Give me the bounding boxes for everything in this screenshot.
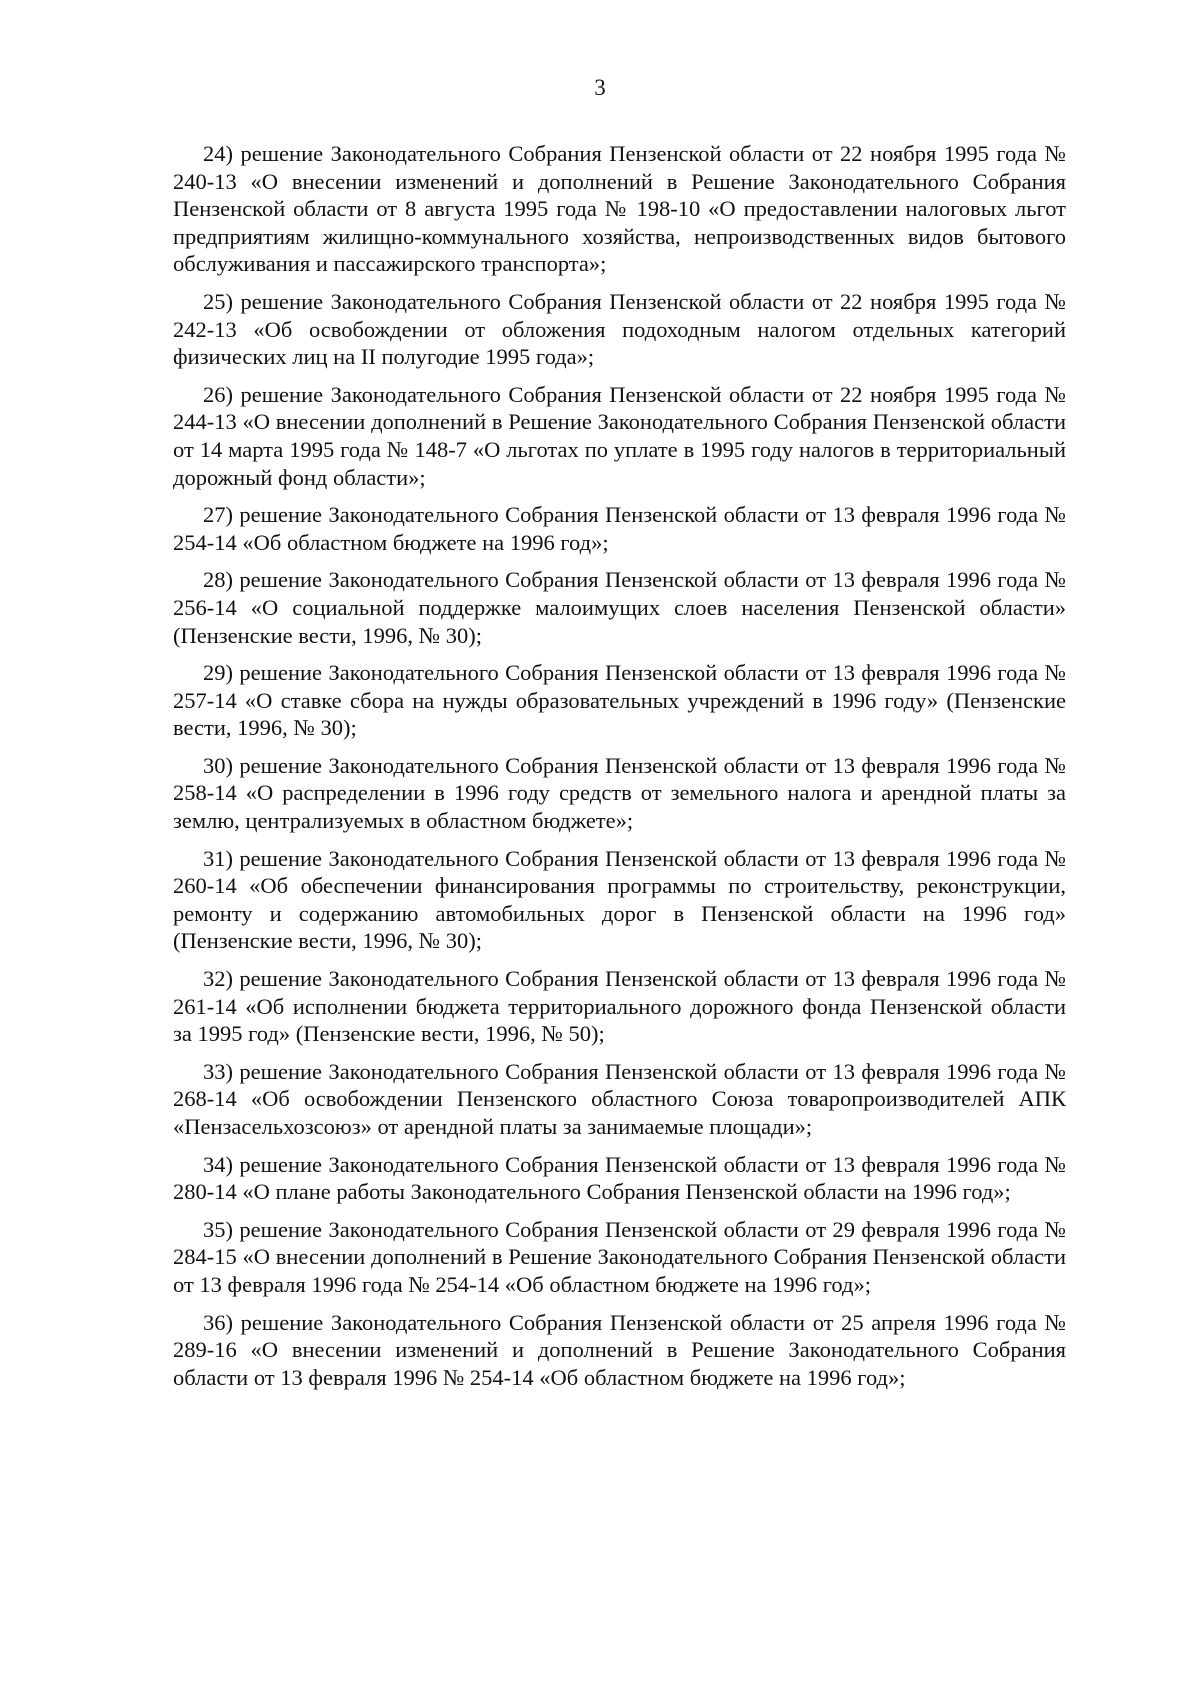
list-item-33: 33) решение Законодательного Собрания Пензенской области от 13 февраля 1996 года № 268-14 «Об освобождении Пензенского областного Союза товаропроизводителей АПК «Пензасельхозсоюз» от арендной платы за занимаемые площади»; <box>173 1058 1066 1139</box>
list-item-27: 27) решение Законодательного Собрания Пензенской области от 13 февраля 1996 года № 254-14 «Об областном бюджете на 1996 год»; <box>173 502 1066 555</box>
document-body <box>173 140 1066 1401</box>
list-item-30: 30) решение Законодательного Собрания Пензенской области от 13 февраля 1996 года № 258-14 «О распределении в 1996 году средств от земельного налога и арендной платы за землю, централизуемых в областном бюджете»; <box>173 752 1066 834</box>
list-item-31: 31) решение Законодательного Собрания Пензенской области от 13 февраля 1996 года № 260-14 «Об обеспечении финансирования программы по строительству, реконструкции, ремонту и содержанию автомобильных дорог в Пензенской области на 1996 год» (Пензенские вести, 1996, № 30); <box>173 845 1066 954</box>
list-item-35: 35) решение Законодательного Собрания Пензенской области от 29 февраля 1996 года № 284-15 «О внесении дополнений в Решение Законодательного Собрания Пензенской области от 13 февраля 1996 года № 254-14 «Об областном бюджете на 1996 год»; <box>173 1216 1066 1297</box>
list-item-24: 24) решение Законодательного Собрания Пензенской области от 22 ноября 1995 года № 240-13 «О внесении изменений и дополнений в Решение Законодательного Собрания Пензенской области от 8 августа 1995 года № 198-10 «О предоставлении налоговых льгот предприятиям жилищно-коммунального хозяйства, непроизводственных видов бытового обслуживания и пассажирского транспорта»; <box>173 141 1066 277</box>
list-item-29: 29) решение Законодательного Собрания Пензенской области от 13 февраля 1996 года № 257-14 «О ставке сбора на нужды образовательных учреждений в 1996 году» (Пензенские вести, 1996, № 30); <box>173 660 1066 741</box>
list-item-25: 25) решение Законодательного Собрания Пензенской области от 22 ноября 1995 года № 242-13 «Об освобождении от обложения подоходным налогом отдельных категорий физических лиц на II полугодие 1995 года»; <box>173 288 1066 370</box>
list-item-32: 32) решение Законодательного Собрания Пензенской области от 13 февраля 1996 года № 261-14 «Об исполнении бюджета территориального дорожного фонда Пензенской области за 1995 год» (Пензенские вести, 1996, № 50); <box>173 966 1066 1047</box>
list-item-26: 26) решение Законодательного Собрания Пензенской области от 22 ноября 1995 года № 244-13 «О внесении дополнений в Решение Законодательного Собрания Пензенской области от 14 марта 1995 года № 148-7 «О льготах по уплате в 1995 году налогов в территориальный дорожный фонд области»; <box>173 381 1066 490</box>
list-item-36: 36) решение Законодательного Собрания Пензенской области от 25 апреля 1996 года № 289-16 «О внесении изменений и дополнений в Решение Законодательного Собрания области от 13 февраля 1996 № 254-14 «Об областном бюджете на 1996 год»; <box>173 1309 1066 1390</box>
page-number: 3 <box>594 75 606 100</box>
list-item-28: 28) решение Законодательного Собрания Пензенской области от 13 февраля 1996 года № 256-14 «О социальной поддержке малоимущих слоев населения Пензенской области» (Пензенские вести, 1996, № 30); <box>173 567 1066 648</box>
list-item-34: 34) решение Законодательного Собрания Пензенской области от 13 февраля 1996 года № 280-14 «О плане работы Законодательного Собрания Пензенской области на 1996 год»; <box>173 1151 1066 1205</box>
